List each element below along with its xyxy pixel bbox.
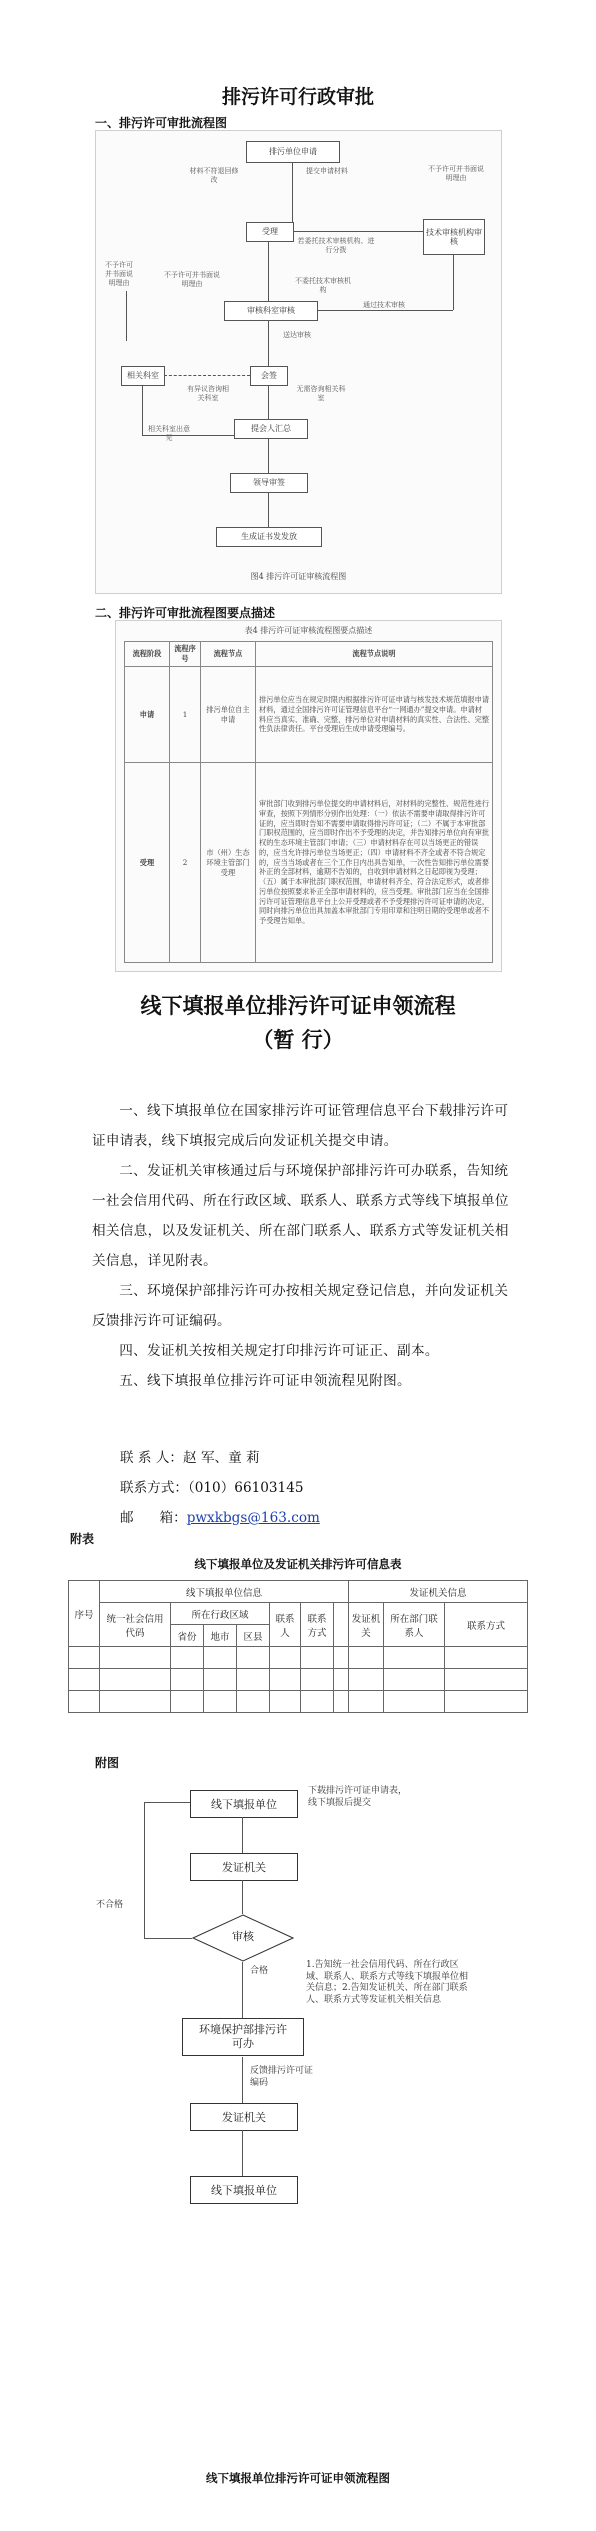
flow-review-box: 审核科室审核 bbox=[224, 301, 318, 321]
note-related-opinion: 相关科室出意见 bbox=[148, 425, 190, 442]
table-row bbox=[69, 1669, 528, 1691]
note-qualified: 合格 bbox=[250, 1966, 269, 1976]
cell-stage: 申请 bbox=[125, 667, 170, 763]
step-authority2-box: 发证机关 bbox=[190, 2103, 298, 2131]
step-review-label: 审核 bbox=[232, 1930, 254, 1943]
table-row bbox=[125, 763, 493, 963]
flow-collective-box: 提会人汇总 bbox=[234, 419, 308, 439]
appendix-figure-label: 附图 bbox=[95, 1756, 120, 1770]
flow-apply-box: 排污单位申请 bbox=[246, 141, 340, 163]
note-opinion: 有异议咨询相关科室 bbox=[187, 385, 229, 402]
contact-email-row bbox=[120, 1506, 320, 1526]
step-unit-box: 线下填报单位 bbox=[190, 1790, 298, 1818]
cell-no: 2 bbox=[170, 763, 201, 963]
contact-email-link[interactable]: pwxkbgs@163.com bbox=[186, 1510, 320, 1526]
note-reject-mid: 不予许可并书面说明理由 bbox=[164, 271, 220, 288]
info-table bbox=[68, 1580, 528, 1713]
th-auth-contact-way: 联系方式 bbox=[445, 1603, 528, 1647]
doc2-title: 线下填报单位排污许可证申领流程 bbox=[140, 993, 456, 1018]
note-download: 下载排污许可证申请表，线下填报后提交 bbox=[308, 1786, 408, 1808]
approval-flowchart bbox=[95, 130, 502, 594]
flow-related-office-box: 相关科室 bbox=[121, 366, 165, 386]
cell-desc: 审批部门收到排污单位提交的申请材料后，对材料的完整性、规范性进行审查，按照下列情形分别作出处理：（一）依法不需要申请取得排污许可证的，应当即时告知不需要申请取得排污许可证；（二）不属于本审批部门职权范围的，应当即时作出不予受理的决定，并告知排污单位向有审批权的生态环境主管部门申请；（三）申请材料存在可以当场更正的错误的，应当允许排污单位当场更正；（四）申请材料不齐全或者不符合规定的，应当当场或者在三个工作日内出具告知单，一次性告知排污单位需要补正的全部材料，逾期不告知的，自收到申请材料之日起即视为受理；（五）属于本审批部门职权范围，申请材料齐全、符合法定形式，或者排污单位按照要求补正全部申请材料的，应当受理。审批部门应当在全国排污许可证管理信息平台上公开受理或者不予受理排污许可证申请的决定，同时向排污单位出具加盖本审批部门专用印章和注明日期的受理单或者不予受理告知单。 bbox=[256, 763, 493, 963]
th-desc: 流程节点说明 bbox=[256, 642, 493, 667]
note-material-incomplete: 材料不符退回修改 bbox=[189, 167, 239, 184]
th-seq: 序号 bbox=[69, 1581, 100, 1647]
th-region: 所在行政区域 bbox=[171, 1603, 270, 1625]
flow-issue-box: 生成证书发发放 bbox=[216, 527, 322, 547]
cell-no: 1 bbox=[170, 667, 201, 763]
doc2-paragraph-4: 四、发证机关按相关规定打印排污许可证正、副本。 bbox=[119, 1343, 439, 1359]
th-dept-contact: 所在部门联系人 bbox=[384, 1603, 445, 1647]
page-title: 排污许可行政审批 bbox=[221, 86, 374, 108]
th-contact-way: 联系方式 bbox=[301, 1603, 334, 1647]
th-authority-group: 发证机关信息 bbox=[349, 1581, 528, 1603]
note-reject-right: 不予许可并书面说明理由 bbox=[428, 165, 484, 182]
section1-heading: 一、排污许可审批流程图 bbox=[95, 116, 228, 130]
note-unqualified: 不合格 bbox=[96, 1900, 124, 1910]
contact-person-row bbox=[120, 1446, 260, 1466]
th-authority: 发证机关 bbox=[349, 1603, 384, 1647]
th-province: 省份 bbox=[171, 1625, 204, 1647]
cell-stage: 受理 bbox=[125, 763, 170, 963]
note-inform-info: 1.告知统一社会信用代码、所在行政区域、联系人、联系方式等线下填报单位相关信息；2.告知发证机关、所在部门联系人、联系方式等发证机关相关信息 bbox=[306, 1960, 469, 2006]
flowchart1-caption: 图4 排污许可证审核流程图 bbox=[250, 572, 347, 581]
doc2-paragraph-5: 五、线下填报单位排污许可证申领流程见附图。 bbox=[119, 1373, 411, 1389]
note-supplement: 提交申请材料 bbox=[306, 167, 348, 175]
step-mep-box: 环境保护部排污许可办 bbox=[182, 2018, 304, 2056]
flow-accept-box: 受理 bbox=[246, 222, 294, 242]
flow-leader-box: 会签 bbox=[250, 366, 288, 386]
cell-node: 市（州）生态环境主管部门受理 bbox=[201, 763, 256, 963]
doc2-paragraph-3: 三、环境保护部排污许可办按相关规定登记信息，并向发证机关反馈排污许可证编码。 bbox=[92, 1283, 509, 1329]
contact-person-label: 联 系 人： bbox=[120, 1450, 184, 1466]
doc2-paragraph-1: 一、线下填报单位在国家排污许可证管理信息平台下载排污许可证申请表，线下填报完成后向发证机关提交申请。 bbox=[92, 1103, 509, 1149]
appendix-figure-caption: 线下填报单位排污许可证申领流程图 bbox=[206, 2471, 390, 2485]
th-stage: 流程阶段 bbox=[125, 642, 170, 667]
flow-sign-box: 领导审签 bbox=[230, 473, 308, 493]
table-row bbox=[125, 667, 493, 763]
th-no: 流程序号 bbox=[170, 642, 201, 667]
note-need-tech: 若委托技术审核机构、进行分拨 bbox=[297, 237, 375, 254]
th-node: 流程节点 bbox=[201, 642, 256, 667]
note-via-tech: 通过技术审核 bbox=[363, 301, 405, 309]
note-feedback-code: 反馈排污许可证编码 bbox=[250, 2066, 314, 2088]
th-contact: 联系人 bbox=[270, 1603, 301, 1647]
contact-phone: （010）66103145 bbox=[187, 1480, 304, 1496]
contact-phone-row bbox=[120, 1476, 304, 1496]
section2-heading: 二、排污许可审批流程图要点描述 bbox=[95, 606, 276, 620]
process-table bbox=[124, 641, 493, 963]
doc2-paragraph-2: 二、发证机关审核通过后与环境保护部排污许可办联系，告知统一社会信用代码、所在行政区域、联系人、联系方式等线下填报单位相关信息，以及发证机关、所在部门联系人、联系方式等发证机关相关信息，详见附表。 bbox=[92, 1163, 509, 1269]
application-flowchart bbox=[96, 1782, 480, 2312]
th-credit: 统一社会信用代码 bbox=[100, 1603, 171, 1647]
doc2-subtitle: （暂 行） bbox=[252, 1027, 344, 1052]
note-reject-left: 不予许可并书面说明理由 bbox=[105, 261, 133, 287]
th-county: 区县 bbox=[237, 1625, 270, 1647]
table1-scan bbox=[115, 620, 502, 972]
contact-phone-label: 联系方式： bbox=[120, 1480, 188, 1496]
table-row bbox=[69, 1691, 528, 1713]
note-send-review: 送达审核 bbox=[283, 331, 311, 339]
appendix-table-title: 线下填报单位及发证机关排污许可信息表 bbox=[194, 1557, 402, 1571]
flow-tech-review-box: 技术审核机构审核 bbox=[423, 219, 485, 255]
step-authority-box: 发证机关 bbox=[190, 1853, 298, 1881]
appendix-table-label: 附表 bbox=[70, 1532, 95, 1546]
contact-person: 赵 军、童 莉 bbox=[183, 1450, 260, 1466]
note-no-opinion: 无需咨询相关科室 bbox=[296, 385, 346, 402]
table1-caption: 表4 排污许可证审核流程图要点描述 bbox=[244, 626, 373, 635]
step-unit2-box: 线下填报单位 bbox=[190, 2176, 298, 2204]
th-city: 地市 bbox=[204, 1625, 237, 1647]
table-row bbox=[69, 1647, 528, 1669]
cell-node: 排污单位自主申请 bbox=[201, 667, 256, 763]
cell-desc: 排污单位应当在规定时限内根据排污许可证申请与核发技术规范填报申请材料，通过全国排污许可证管理信息平台“一网通办”提交申请。申请材料应当真实、准确、完整，排污单位对申请材料的真实性、合法性、完整性负法律责任。平台受理后生成申请受理编号。 bbox=[256, 667, 493, 763]
contact-email-label: 邮 箱： bbox=[120, 1510, 187, 1526]
th-unit-group: 线下填报单位信息 bbox=[100, 1581, 349, 1603]
note-no-tech: 不委托技术审核机构 bbox=[295, 277, 351, 294]
